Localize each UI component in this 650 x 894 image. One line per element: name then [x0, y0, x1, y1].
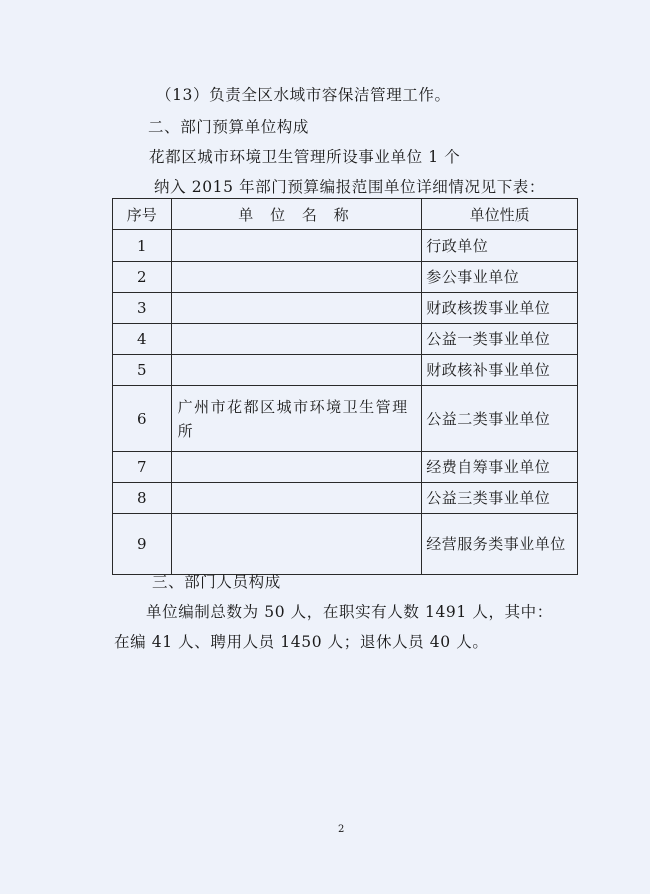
table-row	[113, 514, 578, 575]
table-row	[113, 483, 578, 514]
table-row	[113, 386, 578, 452]
row-number: 1	[113, 230, 172, 262]
table-row	[113, 230, 578, 262]
row-unit-name	[171, 355, 422, 386]
row-number: 9	[113, 514, 172, 575]
row-unit-type: 财政核补事业单位	[422, 355, 578, 386]
staff-paragraph-line-2: 在编 41 人、聘用人员 1450 人；退休人员 40 人。	[114, 633, 489, 651]
table-row	[113, 262, 578, 293]
row-unit-type: 公益三类事业单位	[422, 483, 578, 514]
row-number: 6	[113, 386, 172, 452]
row-unit-name	[171, 514, 422, 575]
duty-item-13: （13）负责全区水域市容保洁管理工作。	[156, 86, 451, 104]
budget-units-table	[112, 198, 578, 575]
row-number: 4	[113, 324, 172, 355]
budget-units-paragraph: 花都区城市环境卫生管理所设事业单位 1 个	[149, 148, 461, 166]
row-number: 2	[113, 262, 172, 293]
header-serial-number: 序号	[113, 199, 172, 230]
page-number: 2	[338, 824, 345, 835]
row-unit-type: 经营服务类事业单位	[422, 514, 578, 575]
row-unit-name	[171, 262, 422, 293]
section-heading-budget-units: 二、部门预算单位构成	[148, 118, 310, 136]
table-header-row	[113, 199, 578, 230]
staff-paragraph-line-1: 单位编制总数为 50 人，在职实有人数 1491 人，其中：	[146, 603, 553, 621]
row-unit-type: 经费自筹事业单位	[422, 452, 578, 483]
row-unit-name	[171, 452, 422, 483]
row-unit-type: 公益一类事业单位	[422, 324, 578, 355]
row-unit-type: 财政核拨事业单位	[422, 293, 578, 324]
row-unit-name	[171, 293, 422, 324]
section-heading-staff: 三、部门人员构成	[152, 573, 281, 591]
row-unit-name	[171, 324, 422, 355]
row-number: 5	[113, 355, 172, 386]
row-unit-type: 公益二类事业单位	[422, 386, 578, 452]
row-number: 7	[113, 452, 172, 483]
table-row	[113, 324, 578, 355]
row-unit-name: 广州市花都区城市环境卫生管理所	[171, 386, 422, 452]
row-unit-name	[171, 483, 422, 514]
row-number: 3	[113, 293, 172, 324]
row-unit-type: 行政单位	[422, 230, 578, 262]
row-unit-name	[171, 230, 422, 262]
header-unit-type: 单位性质	[422, 199, 578, 230]
row-number: 8	[113, 483, 172, 514]
header-unit-name: 单 位 名 称	[171, 199, 422, 230]
table-row	[113, 293, 578, 324]
row-unit-type: 参公事业单位	[422, 262, 578, 293]
table-row	[113, 355, 578, 386]
table-row	[113, 452, 578, 483]
budget-units-table-intro: 纳入 2015 年部门预算编报范围单位详细情况见下表：	[154, 178, 546, 196]
